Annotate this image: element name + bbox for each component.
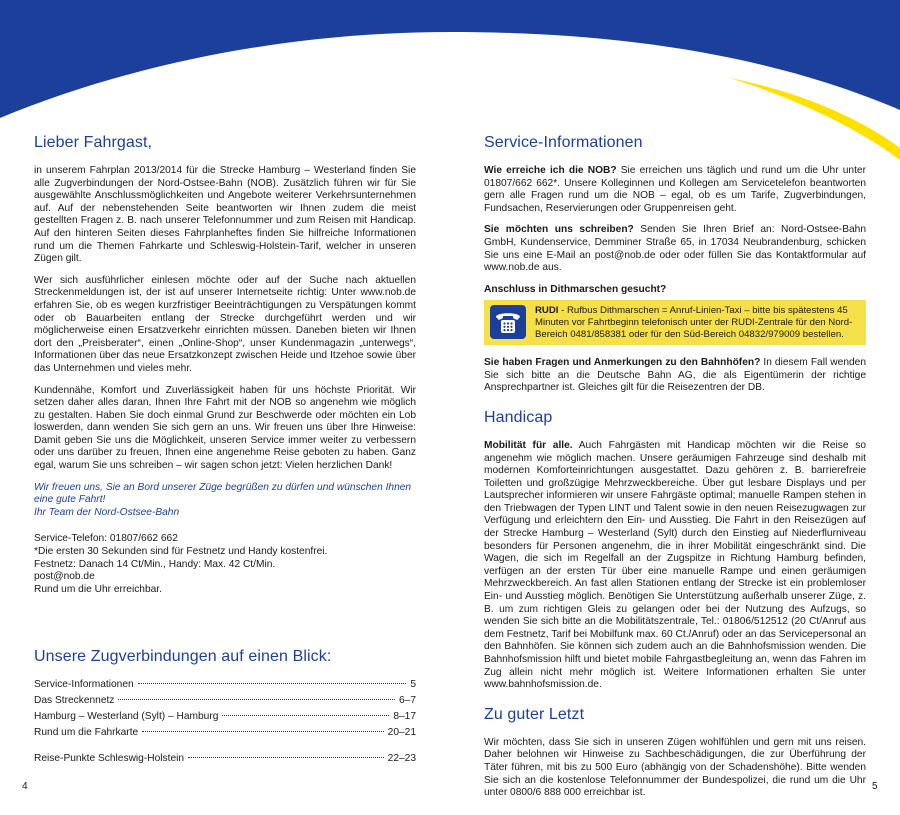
contact-hours: Rund um die Uhr erreichbar. — [34, 583, 162, 595]
last-paragraph: Wir möchten, dass Sie sich in unseren Zügen wohlfühlen und gern mit uns reisen. Daher belohnen wir Hinweise zu Sachbeschädigungen, die zur Überführung der Täter führen, mit bis zu 500 Euro (abhängig von der Schadenshöhe). Bitte wenden Sie sich an die kostenlose Telefonnummer der Bundespolizei, die rund um die Uhr unter 0800/6 888 000 erreichbar ist. — [484, 736, 866, 799]
rudi-label: RUDI — [535, 305, 559, 317]
toc-page: 8–17 — [393, 711, 416, 722]
closing-wish: Wir freuen uns, Sie an Bord unserer Züge begrüßen zu dürfen und wünschen Ihnen eine gute Fahrt! — [34, 481, 412, 506]
toc-title: Unsere Zugverbindungen auf einen Blick: — [34, 648, 332, 665]
toc-leader — [142, 731, 383, 732]
contact-note: *Die ersten 30 Sekunden sind für Festnetz und Handy kostenfrei. — [34, 546, 328, 558]
rudi-text — [535, 305, 860, 340]
faq-stations-answer: In diesem Fall wenden Sie sich bitte an die Deutsche Bahn AG, die als Eigentümerin der richtige Ansprechpartner ist. Gleiches gilt für die Reisezentren der DB. — [484, 357, 866, 394]
toc-row[interactable] — [34, 679, 416, 695]
faq-phone — [484, 165, 866, 215]
toc-row[interactable] — [34, 711, 416, 727]
faq-write — [484, 224, 866, 274]
toc-section — [34, 648, 416, 679]
faq-write-answer: Senden Sie Ihren Brief an: Nord-Ostsee-Bahn GmbH, Kundenservice, Demminer Straße 65, in 17034 Neubrandenburg, schicken Sie uns eine E-Mail an post@nob.de oder oder füllen Sie das Kontaktformular auf www.nob.de aus. — [484, 224, 866, 274]
contact-phone: Service-Telefon: 01807/662 662 — [34, 533, 178, 545]
faq-stations — [484, 357, 866, 395]
toc-row[interactable] — [34, 727, 416, 743]
greeting-title: Lieber Fahrgast, — [34, 134, 153, 151]
toc-label: Service-Informationen — [34, 679, 134, 690]
contact-rates: Festnetz: Danach 14 Ct/Min., Handy: Max. 42 Ct/Min. — [34, 558, 276, 570]
faq-stations-question: Sie haben Fragen und Anmerkungen zu den Bahnhöfen? — [484, 357, 761, 369]
intro-paragraph-3: Kundennähe, Komfort und Zuverlässigkeit haben für uns höchste Priorität. Wir setzen daher alles daran, Ihnen Ihre Fahrt mit der NOB so angenehm wie möglich zu gestalten. Haben Sie doch einmal Grund zur Beschwerde oder möchten ein Lob loswerden, dann wenden Sie sich gern an uns. Wir freuen uns über Ihre Hinweise: Damit geben Sie uns die Möglichkeit, unseren Service immer weiter zu verbessern oder uns darüber zu freuen, Ihnen eine angenehme Reise geboten zu haben. Ganz egal, warum Sie uns schreiben – wir sagen schon jetzt: Vielen herzlichen Dank! — [34, 384, 416, 472]
toc-label: Hamburg – Westerland (Sylt) – Hamburg — [34, 711, 219, 722]
contact-email[interactable]: post@nob.de — [34, 571, 95, 583]
intro-paragraph-2: Wer sich ausführlicher einlesen möchte oder auf der Suche nach aktuellen Streckenmeldungen ist, der ist auf unserer Internetseite richtig: Unter www.nob.de erfahren Sie, ob es wegen kurzfristiger Beeinträchtigungen zu Verspätungen kommt oder ob Bauarbeiten entlang der Strecke durchgeführt werden und wir möglicherweise einen Ersatzverkehr einrichten müssen. Daneben bieten wir Ihnen dort den „Preisberater“, einen „Online-Shop“, unser Kundenmagazin „unterwegs“, Informationen über das neue Ersatzkonzept zwischen Heide und Itzehoe sowie über das Unternehmen und vieles mehr. — [34, 274, 416, 374]
closing-signature: Ihr Team der Nord-Ostsee-Bahn — [34, 506, 180, 518]
toc-label: Rund um die Fahrkarte — [34, 727, 139, 738]
last-title: Zu guter Letzt — [484, 705, 585, 723]
toc-leader — [188, 757, 384, 758]
telephone-icon — [490, 305, 526, 339]
table-of-contents — [34, 679, 416, 769]
toc-page: 6–7 — [399, 695, 416, 706]
toc-page: 5 — [410, 679, 416, 690]
toc-label: Reise-Punkte Schleswig-Holstein — [34, 753, 185, 764]
toc-row[interactable] — [34, 695, 416, 711]
handicap-paragraph — [484, 440, 866, 692]
toc-row[interactable] — [34, 753, 416, 769]
left-column — [34, 134, 416, 596]
rudi-description: - Rufbus Dithmarschen = Anruf-Linien-Taxi – bitte bis spätestens 45 Minuten vor Fahrtbeginn telefonisch unter der RUDI-Zentrale für den Nord-Bereich 0481/858381 oder für den Süd-Bereich 04832/979009 bestellen. — [535, 305, 853, 340]
toc-leader — [138, 683, 407, 684]
right-column — [484, 134, 866, 809]
faq-write-question: Sie möchten uns schreiben? — [484, 224, 634, 236]
toc-page: 22–23 — [387, 753, 416, 764]
service-title: Service-Informationen — [484, 134, 643, 151]
faq-dithmarschen-question: Anschluss in Dithmarschen gesucht? — [484, 283, 667, 295]
toc-page: 20–21 — [387, 727, 416, 738]
toc-leader — [118, 699, 395, 700]
intro-paragraph-1: in unserem Fahrplan 2013/2014 für die Strecke Hamburg – Westerland finden Sie alle Zugverbindungen der Nord-Ostsee-Bahn (NOB). Zusätzlich führen wir für Sie ausgewählte Anschlussmöglichkeiten und Angebote weiterer Verkehrsunternehmen auf. Auf der nebenstehenden Seite beantworten wir Ihnen zudem die meist gestellten Fragen z. B. nach unserer Telefonnummer und zum Reisen mit Handicap. Auf den hinteren Seiten dieses Fahrplanheftes finden Sie hilfreiche Informationen rund um die Themen Fahrkarte und Schleswig-Holstein-Tarif, welcher in unseren Zügen gilt. — [34, 165, 416, 265]
faq-phone-question: Wie erreiche ich die NOB? — [484, 165, 617, 176]
page-number-left: 4 — [22, 781, 28, 792]
handicap-text: Auch Fahrgästen mit Handicap möchten wir die Reise so angenehm wie möglich machen. Unsere geräumigen Fahrzeuge sind deshalb mit modernen Komforteinrichtungen ausgestattet. Dazu gehören z. B. barrierefreie Toiletten und großzügige Mehrzweckbereiche. Über gut lesbare Displays und per Lautsprecher informieren wir unsere Fahrgäste optimal; manuelle Rampen stehen in den Triebwagen der Typen LINT und Talent sowie in den neuen Reisezugwagen zur Verfügung und erleichtern den Ein- und Ausstieg. Die Fahrt in den Reisezügen auf der Strecke Hamburg – Westerland (Sylt) durch den Einstieg auf Niederflurniveau besonders für Personen angenehm, die in ihrer Mobilität eingeschränkt sind. Die Wagen, die sich im Regelfall an der Zugspitze in Richtung Hamburg befinden, verfügen an der ersten Tür über eine manuelle Rampe und einen geräumigen Mehrzweckbereich. An fast allen Stationen entlang der Strecke ist ein problemloser Ein- und Ausstieg möglich. Benötigen Sie Unterstützung außerhalb unserer Züge, z. B. um zum richtigen Gleis zu gelangen oder bei der Nutzung des Aufzugs, so wenden Sie sich bitte an die Mobilitätszentrale, Tel.: 01806/512512 (20 Ct/Anruf aus dem Festnetz, Tarif bei Mobilfunk max. 60 Ct./Anruf) oder an das Servicepersonal an den Bahnhöfen. Sie können sich zudem auch an die Bahnhofsmission wenden. Die Bahnhofsmission hilft und bietet mobile Fahrgastbegleitung an, wenn das Fahren im Zug allein nicht mehr möglich ist. Weitere Informationen erhalten Sie unter www.bahnhofsmission.de. — [484, 439, 866, 691]
toc-leader — [222, 715, 389, 716]
page-number-right: 5 — [872, 781, 878, 792]
handicap-lead: Mobilität für alle. — [484, 439, 573, 451]
handicap-title: Handicap — [484, 408, 553, 426]
rudi-info-box — [484, 300, 866, 345]
toc-label: Das Streckennetz — [34, 695, 115, 706]
faq-phone-answer: Sie erreichen uns täglich und rund um die Uhr unter 01807/662 662*. Unsere Kolleginnen und Kollegen am Servicetelefon beantworten gern alle Fragen rund um die NOB – egal, ob es um Tarife, Zugverbindungen, Fundsachen, Reservierungen oder Gruppenreisen geht. — [484, 165, 866, 214]
